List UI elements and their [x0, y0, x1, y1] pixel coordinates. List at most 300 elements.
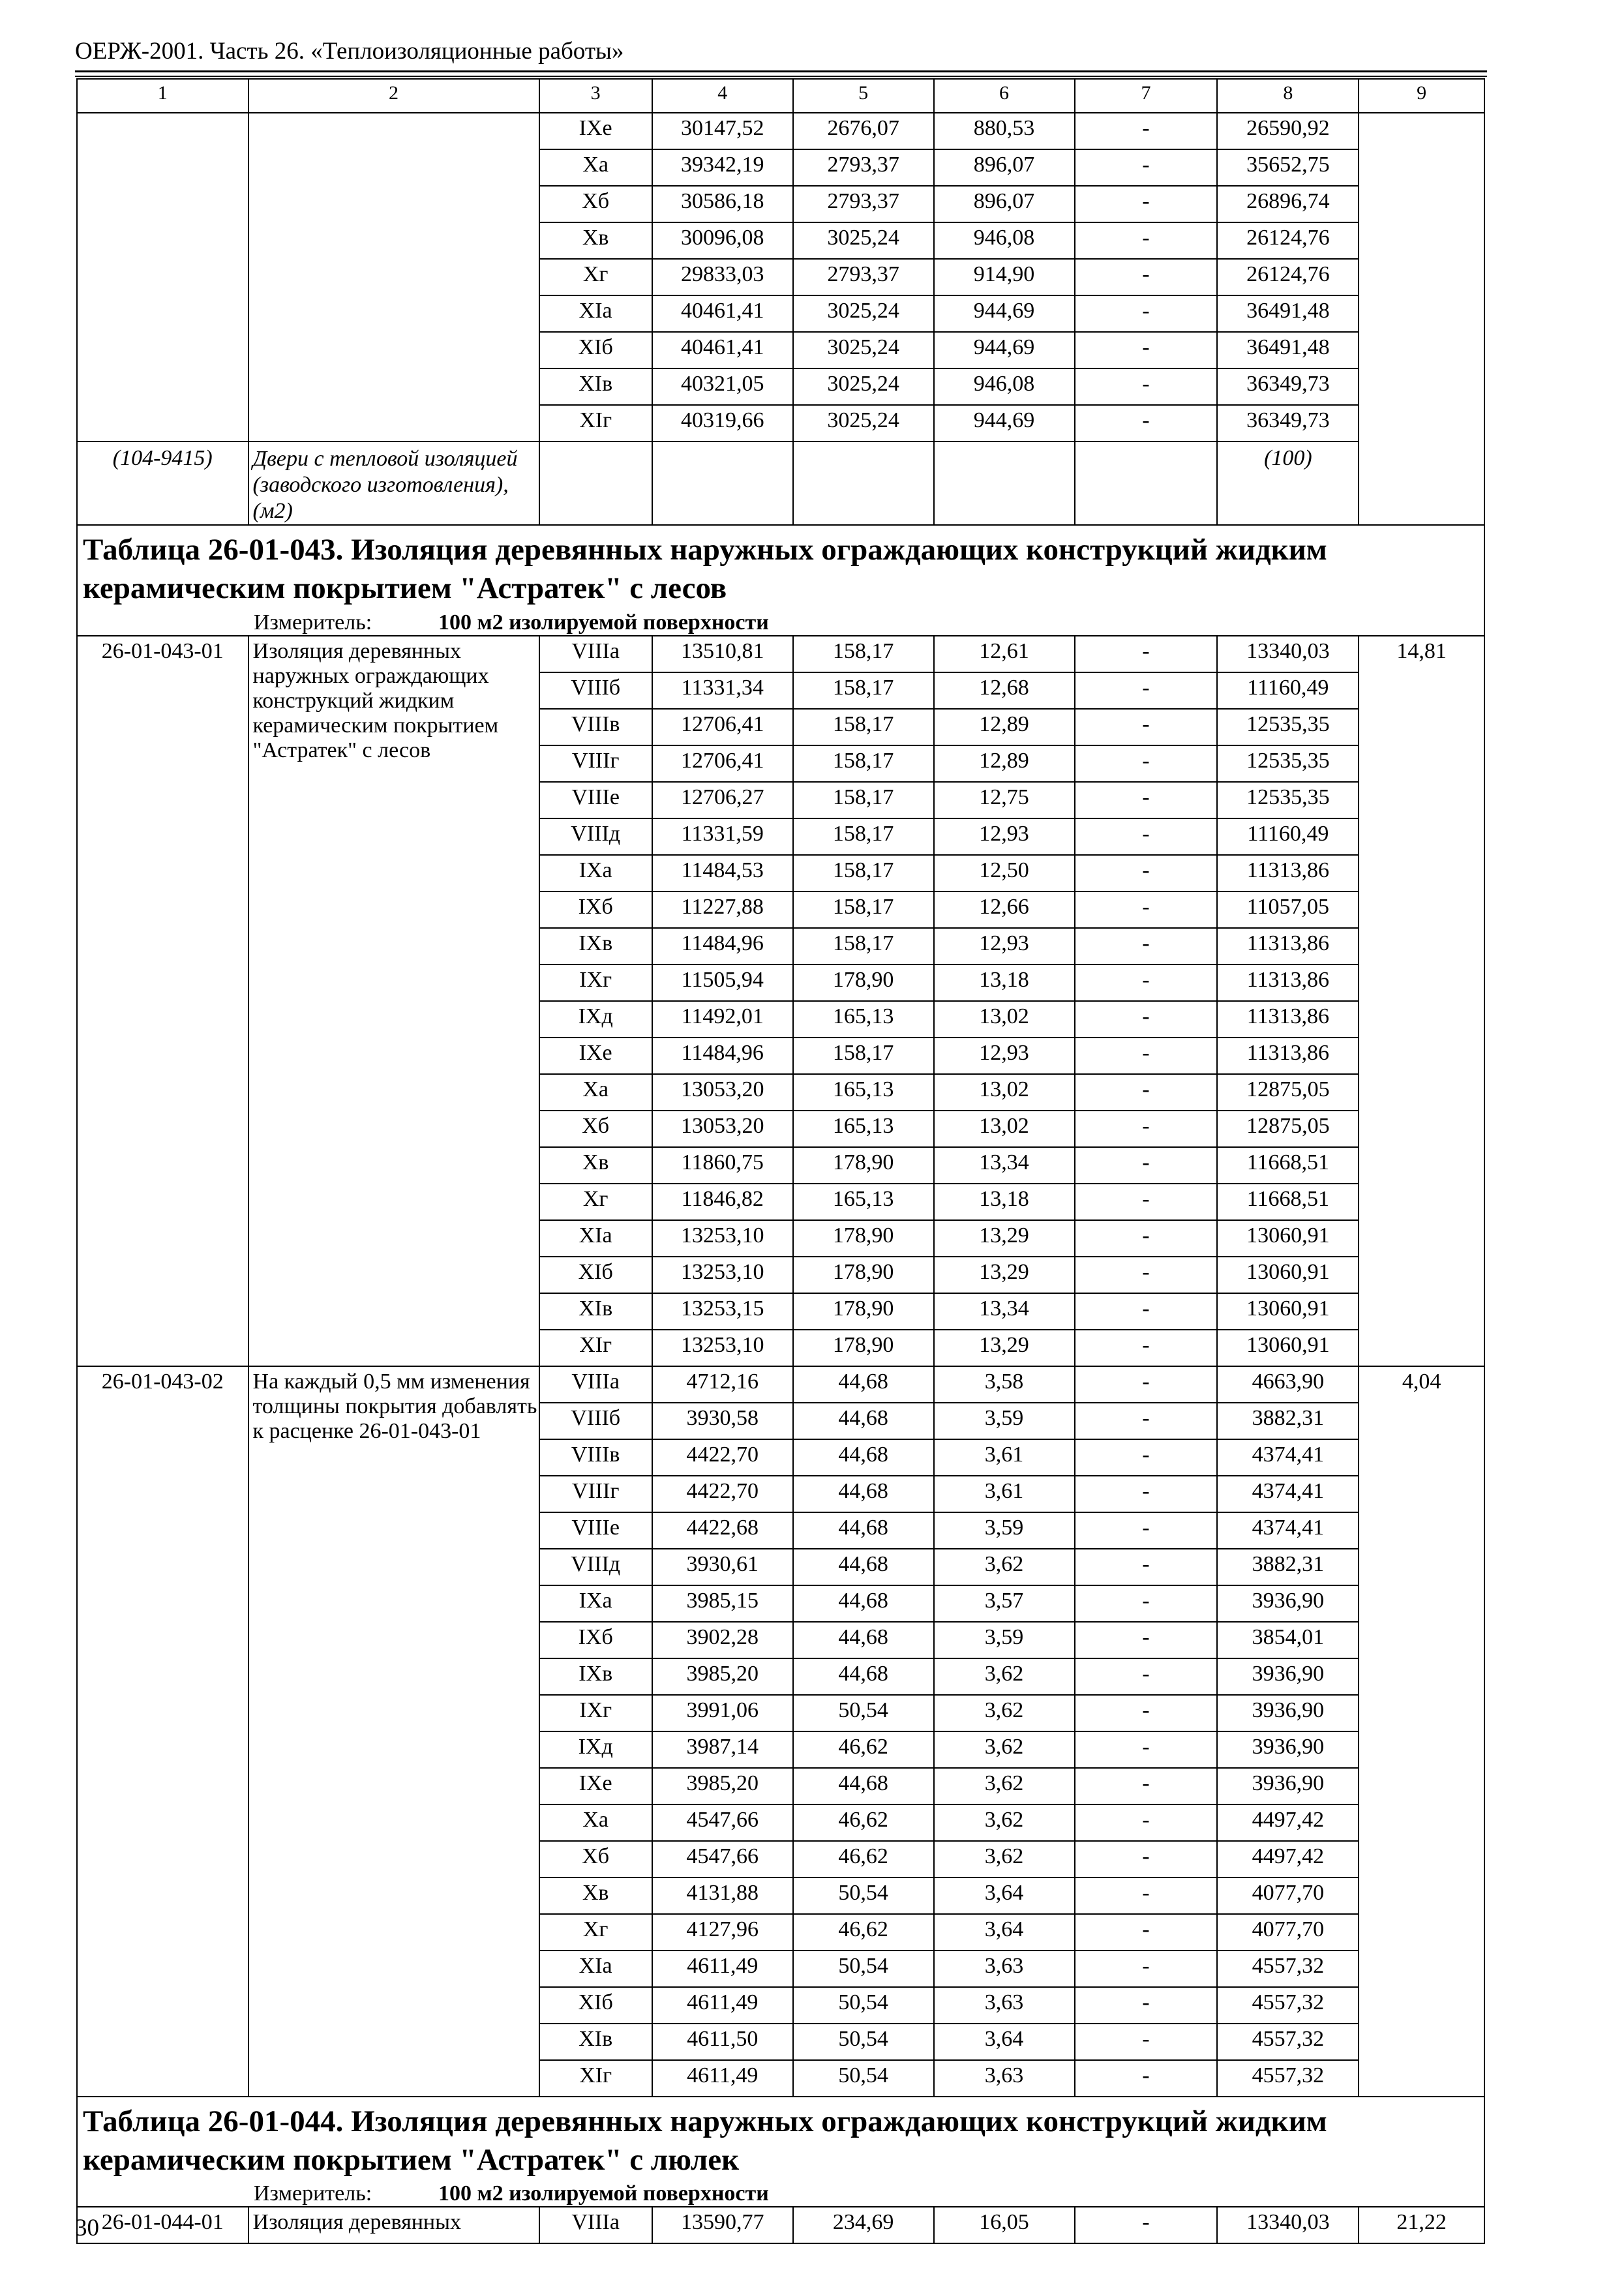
region-cell: IXв: [539, 1658, 652, 1695]
wages-cell: 44,68: [793, 1366, 934, 1403]
direct-cost-cell: 13053,20: [652, 1111, 793, 1147]
region-cell: IXе: [539, 113, 652, 149]
direct-cost-cell: 12706,41: [652, 709, 793, 745]
machinery-cell: 3,61: [934, 1476, 1075, 1512]
machinery-cell: 13,02: [934, 1111, 1075, 1147]
region-cell: Xб: [539, 1111, 652, 1147]
region-cell: VIIIд: [539, 1549, 652, 1585]
machinery-cell: 3,63: [934, 1951, 1075, 1987]
region-cell: IXг: [539, 1695, 652, 1731]
direct-cost-cell: 4422,70: [652, 1439, 793, 1476]
direct-cost-cell: 29833,03: [652, 259, 793, 295]
region-cell: Xб: [539, 186, 652, 222]
wages-cell: 234,69: [793, 2207, 934, 2243]
machinery-cell: 3,61: [934, 1439, 1075, 1476]
column-number: 8: [1217, 79, 1359, 113]
direct-cost-cell: 3902,28: [652, 1622, 793, 1658]
direct-cost-cell: 11492,01: [652, 1001, 793, 1038]
table-title: Таблица 26-01-043. Изоляция деревянных наружных ограждающих конструкций жидким керамическим покрытием "Астратек" с лесов: [83, 533, 1327, 606]
region-cell: VIIIв: [539, 1439, 652, 1476]
material-name: Двери с тепловой изоляцией (заводского изготовления), (м2): [248, 441, 539, 525]
machinery-cell: 896,07: [934, 149, 1075, 186]
machinery-cell: 12,66: [934, 891, 1075, 928]
wages-cell: 50,54: [793, 2024, 934, 2060]
region-cell: Xг: [539, 1914, 652, 1951]
driver-wages-cell: -: [1075, 1476, 1218, 1512]
wages-cell: 158,17: [793, 672, 934, 709]
page-number: 30: [75, 2215, 99, 2241]
region-cell: XIг: [539, 405, 652, 441]
wages-cell: 50,54: [793, 1951, 934, 1987]
machinery-cell: 3,62: [934, 1549, 1075, 1585]
driver-wages-cell: -: [1075, 818, 1218, 855]
driver-wages-cell: -: [1075, 259, 1218, 295]
region-cell: XIб: [539, 1257, 652, 1293]
direct-cost-cell: 4131,88: [652, 1878, 793, 1914]
column-number: 1: [77, 79, 248, 113]
driver-wages-cell: -: [1075, 2207, 1218, 2243]
materials-cell: 3936,90: [1217, 1731, 1359, 1768]
material-amount: (100): [1217, 441, 1359, 525]
table-title: Таблица 26-01-044. Изоляция деревянных наружных ограждающих конструкций жидким керамическим покрытием "Астратек" с люлек: [83, 2104, 1327, 2177]
region-cell: IXа: [539, 1585, 652, 1622]
materials-cell: 13060,91: [1217, 1220, 1359, 1257]
rate-name: На каждый 0,5 мм изменения толщины покрытия добавлять к расценке 26-01-043-01: [248, 1366, 539, 2097]
materials-cell: 11160,49: [1217, 818, 1359, 855]
materials-cell: 11313,86: [1217, 965, 1359, 1001]
direct-cost-cell: 4611,49: [652, 1987, 793, 2024]
direct-cost-cell: 3930,61: [652, 1549, 793, 1585]
materials-cell: 3882,31: [1217, 1549, 1359, 1585]
machinery-cell: 896,07: [934, 186, 1075, 222]
materials-cell: 36349,73: [1217, 405, 1359, 441]
region-cell: IXд: [539, 1731, 652, 1768]
direct-cost-cell: 30147,52: [652, 113, 793, 149]
region-cell: XIб: [539, 1987, 652, 2024]
direct-cost-cell: 39342,19: [652, 149, 793, 186]
region-cell: VIIIе: [539, 782, 652, 818]
machinery-cell: 3,62: [934, 1768, 1075, 1804]
region-cell: Xв: [539, 1878, 652, 1914]
machinery-cell: 946,08: [934, 222, 1075, 259]
direct-cost-cell: 4712,16: [652, 1366, 793, 1403]
machinery-cell: 914,90: [934, 259, 1075, 295]
empty-cell: [934, 441, 1075, 525]
header-rule: [75, 70, 1487, 72]
code-cell: [77, 113, 248, 441]
materials-cell: 3936,90: [1217, 1585, 1359, 1622]
driver-wages-cell: -: [1075, 1841, 1218, 1878]
direct-cost-cell: 40319,66: [652, 405, 793, 441]
direct-cost-cell: 11331,34: [652, 672, 793, 709]
direct-cost-cell: 40461,41: [652, 332, 793, 368]
driver-wages-cell: -: [1075, 405, 1218, 441]
wages-cell: 178,90: [793, 1257, 934, 1293]
driver-wages-cell: -: [1075, 1184, 1218, 1220]
materials-cell: 11057,05: [1217, 891, 1359, 928]
region-cell: Xг: [539, 1184, 652, 1220]
direct-cost-cell: 4611,50: [652, 2024, 793, 2060]
wages-cell: 50,54: [793, 1695, 934, 1731]
region-cell: XIв: [539, 368, 652, 405]
direct-cost-cell: 12706,27: [652, 782, 793, 818]
driver-wages-cell: -: [1075, 1695, 1218, 1731]
wages-cell: 44,68: [793, 1658, 934, 1695]
table-caption: [77, 525, 1484, 636]
rate-name: Изоляция деревянных наружных ограждающих конструкций жидким керамическим покрытием "Астратек" с лесов: [248, 636, 539, 1366]
driver-wages-cell: -: [1075, 928, 1218, 965]
wages-cell: 158,17: [793, 709, 934, 745]
direct-cost-cell: 40461,41: [652, 295, 793, 332]
materials-cell: 11313,86: [1217, 855, 1359, 891]
labor-cell: 4,04: [1359, 1366, 1484, 2097]
driver-wages-cell: -: [1075, 1147, 1218, 1184]
wages-cell: 178,90: [793, 1293, 934, 1330]
table-row: [77, 113, 1484, 149]
direct-cost-cell: 13253,10: [652, 1257, 793, 1293]
unit-line: [83, 610, 1477, 635]
driver-wages-cell: -: [1075, 295, 1218, 332]
materials-cell: 12535,35: [1217, 782, 1359, 818]
labor-cell: 21,22: [1359, 2207, 1484, 2243]
region-cell: XIв: [539, 1293, 652, 1330]
region-cell: IXб: [539, 1622, 652, 1658]
machinery-cell: 3,59: [934, 1622, 1075, 1658]
running-header: ОЕРЖ-2001. Часть 26. «Теплоизоляционные работы»: [75, 38, 624, 65]
driver-wages-cell: -: [1075, 1512, 1218, 1549]
wages-cell: 46,62: [793, 1804, 934, 1841]
direct-cost-cell: 11227,88: [652, 891, 793, 928]
driver-wages-cell: -: [1075, 1658, 1218, 1695]
machinery-cell: 3,62: [934, 1658, 1075, 1695]
wages-cell: 44,68: [793, 1439, 934, 1476]
region-cell: Xб: [539, 1841, 652, 1878]
region-cell: VIIIв: [539, 709, 652, 745]
region-cell: IXв: [539, 928, 652, 965]
materials-cell: 12875,05: [1217, 1111, 1359, 1147]
empty-cell: [539, 441, 652, 525]
materials-cell: 26896,74: [1217, 186, 1359, 222]
materials-cell: 36491,48: [1217, 332, 1359, 368]
wages-cell: 158,17: [793, 891, 934, 928]
materials-cell: 35652,75: [1217, 149, 1359, 186]
region-cell: VIIIб: [539, 672, 652, 709]
empty-cell: [1075, 441, 1218, 525]
empty-cell: [793, 441, 934, 525]
materials-cell: 11668,51: [1217, 1147, 1359, 1184]
direct-cost-cell: 3991,06: [652, 1695, 793, 1731]
machinery-cell: 3,64: [934, 2024, 1075, 2060]
driver-wages-cell: -: [1075, 636, 1218, 672]
driver-wages-cell: -: [1075, 113, 1218, 149]
direct-cost-cell: 4547,66: [652, 1804, 793, 1841]
unit-label: Измеритель:: [254, 2181, 372, 2206]
direct-cost-cell: 3985,20: [652, 1658, 793, 1695]
wages-cell: 165,13: [793, 1001, 934, 1038]
materials-cell: 4077,70: [1217, 1914, 1359, 1951]
region-cell: XIв: [539, 2024, 652, 2060]
wages-cell: 46,62: [793, 1731, 934, 1768]
machinery-cell: 944,69: [934, 405, 1075, 441]
material-code: (104-9415): [77, 441, 248, 525]
direct-cost-cell: 4611,49: [652, 2060, 793, 2097]
driver-wages-cell: -: [1075, 855, 1218, 891]
driver-wages-cell: -: [1075, 745, 1218, 782]
region-cell: Xа: [539, 1804, 652, 1841]
machinery-cell: 3,63: [934, 2060, 1075, 2097]
driver-wages-cell: -: [1075, 368, 1218, 405]
machinery-cell: 12,93: [934, 1038, 1075, 1074]
materials-cell: 13340,03: [1217, 2207, 1359, 2243]
driver-wages-cell: -: [1075, 782, 1218, 818]
machinery-cell: 12,93: [934, 928, 1075, 965]
wages-cell: 44,68: [793, 1476, 934, 1512]
materials-cell: 4374,41: [1217, 1476, 1359, 1512]
materials-cell: 13340,03: [1217, 636, 1359, 672]
materials-cell: 11313,86: [1217, 928, 1359, 965]
driver-wages-cell: -: [1075, 1878, 1218, 1914]
region-cell: Xв: [539, 1147, 652, 1184]
driver-wages-cell: -: [1075, 149, 1218, 186]
region-cell: XIг: [539, 1330, 652, 1366]
machinery-cell: 12,89: [934, 709, 1075, 745]
machinery-cell: 12,89: [934, 745, 1075, 782]
wages-cell: 158,17: [793, 855, 934, 891]
driver-wages-cell: -: [1075, 1074, 1218, 1111]
driver-wages-cell: -: [1075, 672, 1218, 709]
column-number: 3: [539, 79, 652, 113]
materials-cell: 11313,86: [1217, 1001, 1359, 1038]
machinery-cell: 13,02: [934, 1001, 1075, 1038]
materials-cell: 3936,90: [1217, 1658, 1359, 1695]
region-cell: Xа: [539, 1074, 652, 1111]
region-cell: Xг: [539, 259, 652, 295]
region-cell: VIIIа: [539, 2207, 652, 2243]
region-cell: XIб: [539, 332, 652, 368]
direct-cost-cell: 11484,96: [652, 1038, 793, 1074]
materials-cell: 3882,31: [1217, 1403, 1359, 1439]
driver-wages-cell: -: [1075, 1293, 1218, 1330]
region-cell: VIIIа: [539, 636, 652, 672]
wages-cell: 44,68: [793, 1585, 934, 1622]
direct-cost-cell: 11505,94: [652, 965, 793, 1001]
machinery-cell: 12,50: [934, 855, 1075, 891]
machinery-cell: 13,02: [934, 1074, 1075, 1111]
machinery-cell: 3,62: [934, 1804, 1075, 1841]
direct-cost-cell: 13253,10: [652, 1220, 793, 1257]
rate-code: 26-01-044-01: [77, 2207, 248, 2243]
materials-cell: 26590,92: [1217, 113, 1359, 149]
wages-cell: 44,68: [793, 1622, 934, 1658]
machinery-cell: 12,68: [934, 672, 1075, 709]
wages-cell: 165,13: [793, 1184, 934, 1220]
machinery-cell: 3,57: [934, 1585, 1075, 1622]
wages-cell: 50,54: [793, 1878, 934, 1914]
materials-cell: 12535,35: [1217, 745, 1359, 782]
region-cell: IXе: [539, 1038, 652, 1074]
driver-wages-cell: -: [1075, 186, 1218, 222]
wages-cell: 44,68: [793, 1768, 934, 1804]
table-row: [77, 2207, 1484, 2243]
materials-cell: 3936,90: [1217, 1695, 1359, 1731]
materials-cell: 4497,42: [1217, 1804, 1359, 1841]
name-cell: [248, 113, 539, 441]
direct-cost-cell: 13253,15: [652, 1293, 793, 1330]
region-cell: IXа: [539, 855, 652, 891]
driver-wages-cell: -: [1075, 1731, 1218, 1768]
machinery-cell: 880,53: [934, 113, 1075, 149]
column-number: 7: [1075, 79, 1218, 113]
wages-cell: 158,17: [793, 818, 934, 855]
machinery-cell: 13,34: [934, 1293, 1075, 1330]
region-cell: Xа: [539, 149, 652, 186]
direct-cost-cell: 4422,70: [652, 1476, 793, 1512]
machinery-cell: 3,64: [934, 1878, 1075, 1914]
materials-cell: 13060,91: [1217, 1257, 1359, 1293]
materials-cell: 4374,41: [1217, 1512, 1359, 1549]
wages-cell: 3025,24: [793, 295, 934, 332]
labor-cell: 14,81: [1359, 636, 1484, 1366]
machinery-cell: 13,18: [934, 1184, 1075, 1220]
wages-cell: 2676,07: [793, 113, 934, 149]
materials-cell: 36491,48: [1217, 295, 1359, 332]
wages-cell: 44,68: [793, 1549, 934, 1585]
machinery-cell: 3,59: [934, 1512, 1075, 1549]
driver-wages-cell: -: [1075, 965, 1218, 1001]
wages-cell: 3025,24: [793, 405, 934, 441]
region-cell: XIа: [539, 1220, 652, 1257]
materials-cell: 11160,49: [1217, 672, 1359, 709]
driver-wages-cell: -: [1075, 1549, 1218, 1585]
driver-wages-cell: -: [1075, 1001, 1218, 1038]
machinery-cell: 3,59: [934, 1403, 1075, 1439]
column-number: 4: [652, 79, 793, 113]
driver-wages-cell: -: [1075, 2024, 1218, 2060]
wages-cell: 158,17: [793, 745, 934, 782]
wages-cell: 50,54: [793, 1987, 934, 2024]
region-cell: VIIIг: [539, 745, 652, 782]
driver-wages-cell: -: [1075, 709, 1218, 745]
direct-cost-cell: 11484,96: [652, 928, 793, 965]
direct-cost-cell: 3930,58: [652, 1403, 793, 1439]
machinery-cell: 3,64: [934, 1914, 1075, 1951]
direct-cost-cell: 4547,66: [652, 1841, 793, 1878]
rate-code: 26-01-043-01: [77, 636, 248, 1366]
driver-wages-cell: -: [1075, 1987, 1218, 2024]
direct-cost-cell: 30096,08: [652, 222, 793, 259]
machinery-cell: 16,05: [934, 2207, 1075, 2243]
direct-cost-cell: 12706,41: [652, 745, 793, 782]
direct-cost-cell: 3985,20: [652, 1768, 793, 1804]
machinery-cell: 13,34: [934, 1147, 1075, 1184]
wages-cell: 3025,24: [793, 332, 934, 368]
wages-cell: 178,90: [793, 1220, 934, 1257]
wages-cell: 3025,24: [793, 222, 934, 259]
wages-cell: 165,13: [793, 1074, 934, 1111]
wages-cell: 44,68: [793, 1403, 934, 1439]
column-number: 5: [793, 79, 934, 113]
column-number: 6: [934, 79, 1075, 113]
unit-value: 100 м2 изолируемой поверхности: [438, 2181, 769, 2206]
driver-wages-cell: -: [1075, 1951, 1218, 1987]
table-row: [77, 1366, 1484, 1403]
driver-wages-cell: -: [1075, 1257, 1218, 1293]
region-cell: XIа: [539, 295, 652, 332]
machinery-cell: 13,29: [934, 1330, 1075, 1366]
region-cell: IXе: [539, 1768, 652, 1804]
region-cell: IXд: [539, 1001, 652, 1038]
wages-cell: 178,90: [793, 1147, 934, 1184]
materials-cell: 12875,05: [1217, 1074, 1359, 1111]
materials-cell: 4557,32: [1217, 1987, 1359, 2024]
region-cell: IXб: [539, 891, 652, 928]
driver-wages-cell: -: [1075, 891, 1218, 928]
driver-wages-cell: -: [1075, 1403, 1218, 1439]
rate-name: Изоляция деревянных: [248, 2207, 539, 2243]
direct-cost-cell: 11484,53: [652, 855, 793, 891]
rate-code: 26-01-043-02: [77, 1366, 248, 2097]
materials-cell: 11313,86: [1217, 1038, 1359, 1074]
direct-cost-cell: 4127,96: [652, 1914, 793, 1951]
driver-wages-cell: -: [1075, 1330, 1218, 1366]
wages-cell: 165,13: [793, 1111, 934, 1147]
materials-cell: 11668,51: [1217, 1184, 1359, 1220]
materials-cell: 36349,73: [1217, 368, 1359, 405]
machinery-cell: 12,61: [934, 636, 1075, 672]
materials-cell: 13060,91: [1217, 1330, 1359, 1366]
driver-wages-cell: -: [1075, 1804, 1218, 1841]
direct-cost-cell: 11846,82: [652, 1184, 793, 1220]
unit-label: Измеритель:: [254, 610, 372, 635]
materials-cell: 4374,41: [1217, 1439, 1359, 1476]
driver-wages-cell: -: [1075, 2060, 1218, 2097]
wages-cell: 2793,37: [793, 186, 934, 222]
machinery-cell: 944,69: [934, 295, 1075, 332]
materials-cell: 4663,90: [1217, 1366, 1359, 1403]
driver-wages-cell: -: [1075, 1439, 1218, 1476]
direct-cost-cell: 4611,49: [652, 1951, 793, 1987]
wages-cell: 158,17: [793, 782, 934, 818]
materials-cell: 4557,32: [1217, 2060, 1359, 2097]
machinery-cell: 944,69: [934, 332, 1075, 368]
region-cell: VIIIд: [539, 818, 652, 855]
table-caption-row: [77, 2097, 1484, 2207]
materials-cell: 4077,70: [1217, 1878, 1359, 1914]
machinery-cell: 12,75: [934, 782, 1075, 818]
region-cell: XIа: [539, 1951, 652, 1987]
column-number-row: [77, 79, 1484, 113]
region-cell: XIг: [539, 2060, 652, 2097]
labor-cell: [1359, 113, 1484, 525]
wages-cell: 46,62: [793, 1914, 934, 1951]
direct-cost-cell: 4422,68: [652, 1512, 793, 1549]
driver-wages-cell: -: [1075, 1622, 1218, 1658]
materials-cell: 3854,01: [1217, 1622, 1359, 1658]
materials-cell: 26124,76: [1217, 222, 1359, 259]
materials-cell: 12535,35: [1217, 709, 1359, 745]
direct-cost-cell: 3987,14: [652, 1731, 793, 1768]
material-row: [77, 441, 1484, 525]
machinery-cell: 3,62: [934, 1695, 1075, 1731]
direct-cost-cell: 3985,15: [652, 1585, 793, 1622]
region-cell: IXг: [539, 965, 652, 1001]
unit-value: 100 м2 изолируемой поверхности: [438, 610, 769, 635]
materials-cell: 26124,76: [1217, 259, 1359, 295]
column-number: 9: [1359, 79, 1484, 113]
wages-cell: 178,90: [793, 1330, 934, 1366]
direct-cost-cell: 13590,77: [652, 2207, 793, 2243]
wages-cell: 46,62: [793, 1841, 934, 1878]
